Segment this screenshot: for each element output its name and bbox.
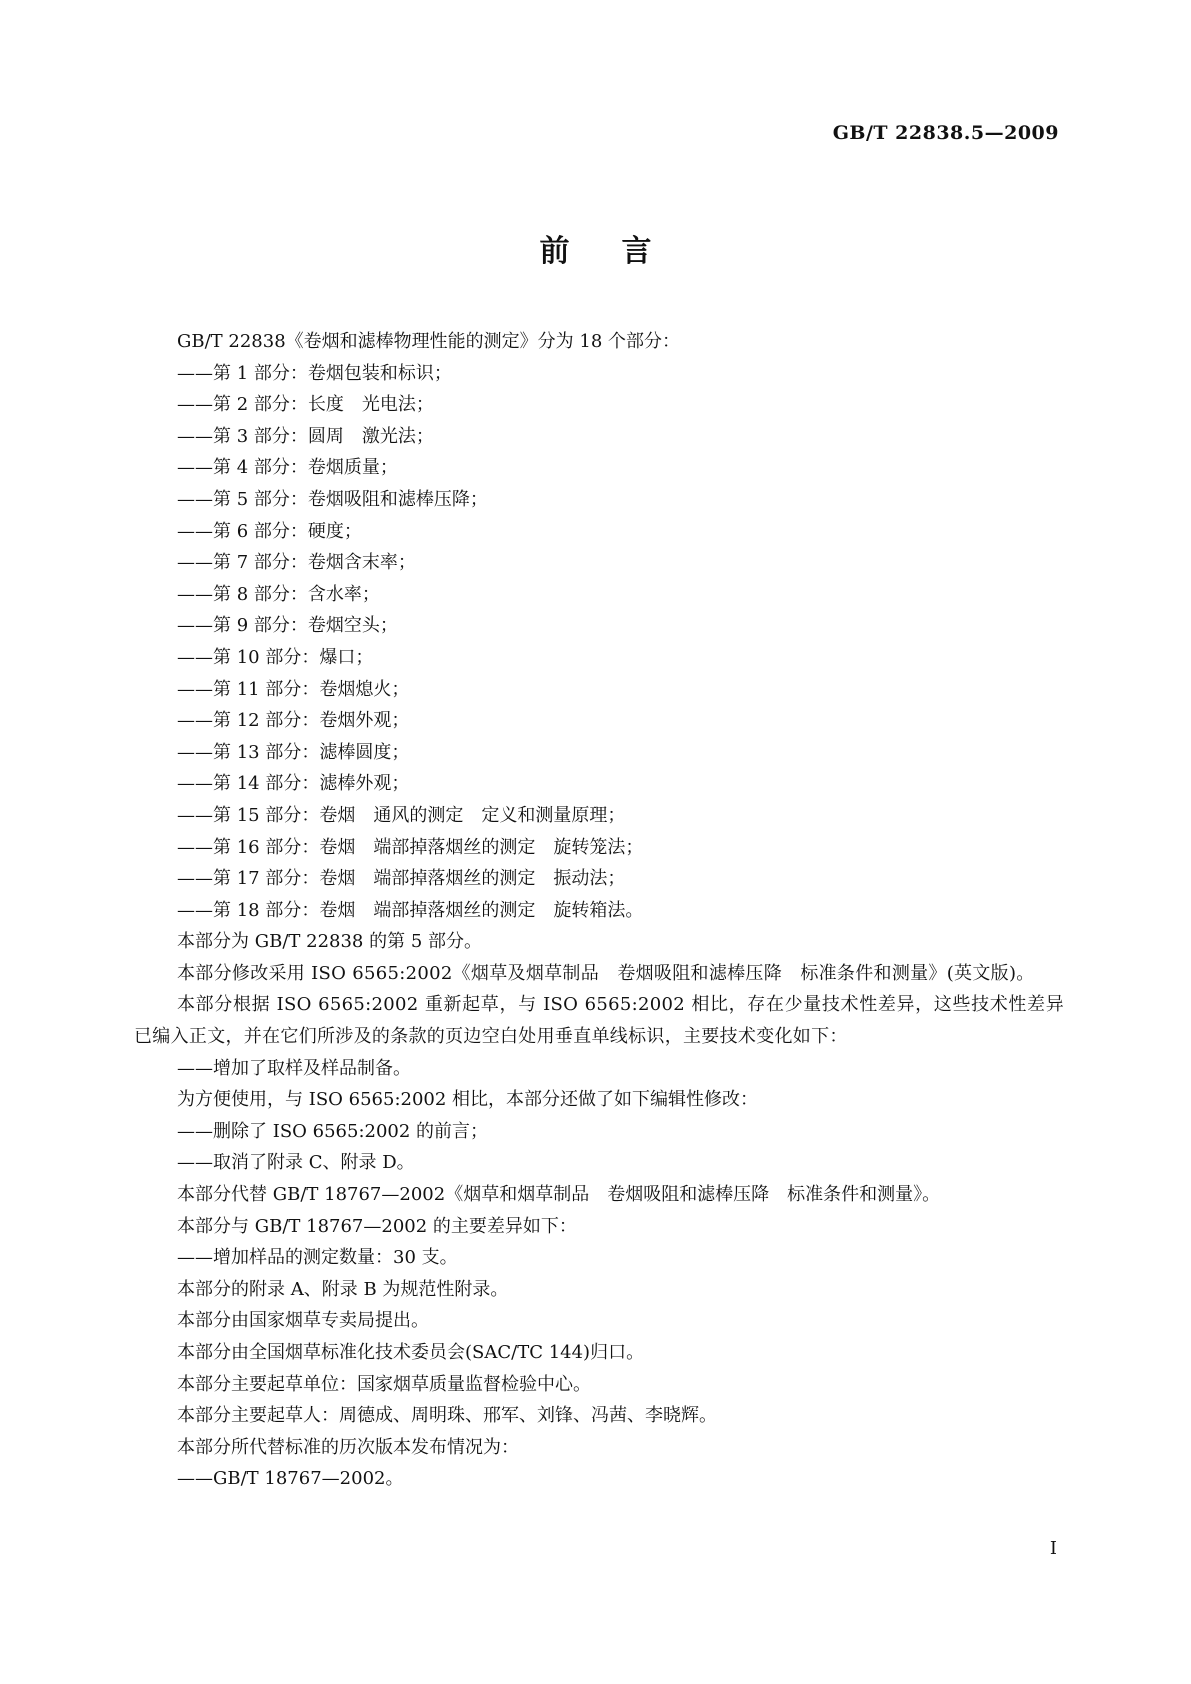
paragraph-adoption: 本部分修改采用 ISO 6565:2002《烟草及烟草制品 卷烟吸阻和滤棒压降 标准条件和测量》(英文版)。	[177, 962, 1035, 984]
standard-code: GB/T 22838.5—2009	[832, 122, 1059, 144]
part-list-item: ——第 1 部分：卷烟包装和标识；	[177, 362, 452, 384]
part-list-item: ——第 9 部分：卷烟空头；	[177, 615, 398, 637]
paragraph-technical-differences: 本部分根据 ISO 6565:2002 重新起草，与 ISO 6565:2002 相比，存在少量技术性差异，这些技术性差异已编入正文，并在它们所涉及的条款的页边空白处用垂直单线标识，主要技术变化如下：	[134, 994, 1064, 1048]
page-title: 前言	[539, 234, 704, 269]
text-line: 本部分的附录 A、附录 B 为规范性附录。	[177, 1278, 509, 1300]
text-line: GB/T 22838《卷烟和滤棒物理性能的测定》分为 18 个部分：	[177, 331, 681, 352]
part-list-item: ——第 11 部分：卷烟熄火；	[177, 678, 410, 700]
text-line: ——GB/T 18767—2002。	[177, 1468, 404, 1490]
page-number: I	[1049, 1538, 1057, 1559]
text-line: ——增加了取样及样品制备。	[177, 1057, 411, 1079]
foreword-body	[134, 326, 1064, 1495]
text-line: 本部分所代替标准的历次版本发布情况为：	[177, 1436, 519, 1458]
text-line: ——增加样品的测定数量：30 支。	[177, 1247, 458, 1269]
part-list-item: ——第 16 部分：卷烟 端部掉落烟丝的测定 旋转笼法；	[177, 836, 644, 858]
part-list-item: ——第 2 部分：长度 光电法；	[177, 394, 434, 416]
part-list-item: ——第 13 部分：滤棒圆度；	[177, 741, 410, 763]
text-line: 本部分由全国烟草标准化技术委员会(SAC/TC 144)归口。	[177, 1342, 645, 1363]
part-list-item: ——第 10 部分：爆口；	[177, 646, 374, 668]
text-line: 本部分主要起草人：周德成、周明珠、邢军、刘锋、冯茜、李晓辉。	[177, 1405, 717, 1427]
part-list-item: ——第 4 部分：卷烟质量；	[177, 457, 398, 479]
part-list-item: ——第 8 部分：含水率；	[177, 583, 380, 605]
part-list-item: ——第 14 部分：滤棒外观；	[177, 773, 410, 795]
text-line: 本部分代替 GB/T 18767—2002《烟草和烟草制品 卷烟吸阻和滤棒压降 标准条件和测量》。	[177, 1184, 941, 1206]
text-line: 本部分为 GB/T 22838 的第 5 部分。	[177, 931, 482, 953]
part-list-item: ——第 5 部分：卷烟吸阻和滤棒压降；	[177, 488, 488, 510]
text-line: 本部分与 GB/T 18767—2002 的主要差异如下：	[177, 1215, 577, 1237]
part-list-item: ——第 17 部分：卷烟 端部掉落烟丝的测定 振动法；	[177, 868, 626, 890]
text-line: ——删除了 ISO 6565:2002 的前言；	[177, 1120, 489, 1142]
text-line: ——取消了附录 C、附录 D。	[177, 1152, 415, 1174]
part-list-item: ——第 12 部分：卷烟外观；	[177, 710, 410, 732]
text-line: 本部分由国家烟草专卖局提出。	[177, 1310, 429, 1332]
text-line: 为方便使用，与 ISO 6565:2002 相比，本部分还做了如下编辑性修改：	[177, 1089, 759, 1111]
part-list-item: ——第 18 部分：卷烟 端部掉落烟丝的测定 旋转箱法。	[177, 899, 644, 921]
part-list-item: ——第 15 部分：卷烟 通风的测定 定义和测量原理；	[177, 804, 626, 826]
text-line: 本部分主要起草单位：国家烟草质量监督检验中心。	[177, 1373, 591, 1395]
part-list-item: ——第 6 部分：硬度；	[177, 520, 362, 542]
part-list-item: ——第 7 部分：卷烟含末率；	[177, 552, 416, 574]
part-list-item: ——第 3 部分：圆周 激光法；	[177, 425, 434, 447]
